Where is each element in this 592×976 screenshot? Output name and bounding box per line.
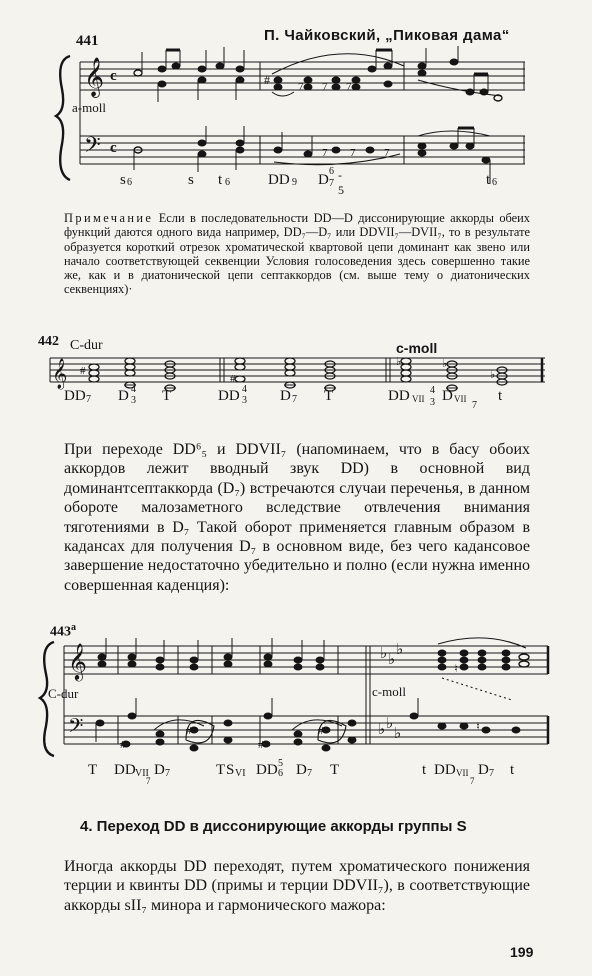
key-label-cdur-443: C-dur: [48, 686, 79, 701]
svg-text:#: #: [120, 739, 126, 751]
svg-text:#: #: [258, 739, 264, 751]
section-heading: 4. Переход DD в диссонирующие аккорды группы S: [80, 818, 467, 835]
svg-text:7: 7: [322, 81, 328, 93]
svg-text:c: c: [110, 140, 117, 156]
music-example-443a: [36, 630, 556, 760]
example-number-442: 442: [38, 334, 59, 349]
key-label-cdur-442: C-dur: [70, 338, 103, 353]
ex442-labels: DD 7 D 4 3 T DD 4 3 D 7 T DD VII 4 3 D VII 7 t: [64, 384, 503, 411]
svg-text:♭: ♭: [388, 652, 396, 668]
note-paragraph: Примечание Если в последовательности DD—D диссонирующие аккорды обеих функций даются одного вида например, DD₇—D₇ или DDVII₇—DVII₇, то в результате образуется короткий отрезок хроматической квартовой цепи доминант как звено или начало соответствующей секвенции Условия голосоведения здесь совершенно такие же, как и в диатонической цепи септаккордов (см. выше тему о диатонических секвенциях)·: [64, 211, 530, 297]
svg-text:7: 7: [384, 147, 390, 159]
svg-text:#: #: [264, 73, 270, 87]
example-number-441: 441: [76, 33, 99, 49]
svg-text:#: #: [318, 725, 324, 737]
svg-text:♭: ♭: [442, 358, 448, 370]
treble-clef-icon-443: 𝄞: [68, 643, 87, 679]
paragraph-dd-transition: Иногда аккорды DD переходят, путем хроматического понижения терции и квинты DD (примы и терции DDVII₇), в соответствующие аккорды sII₇ минора и гармонического мажора:: [64, 858, 530, 914]
key-label-cmoll-442: c-moll: [396, 340, 438, 356]
svg-text:♭: ♭: [386, 716, 394, 732]
treble-clef-icon-442: 𝄞: [52, 359, 68, 388]
svg-text:♭: ♭: [396, 356, 402, 368]
bass-clef-icon-443: 𝄢: [68, 716, 84, 742]
example-attribution: П. Чайковский, „Пиковая дама“: [264, 27, 510, 44]
treble-clef-icon: 𝄞: [84, 59, 105, 96]
svg-text:♭: ♭: [490, 369, 496, 381]
svg-text:#: #: [230, 373, 236, 385]
svg-text:#: #: [186, 725, 192, 737]
key-label-amoll: a-moll: [72, 100, 106, 115]
svg-text:♭: ♭: [380, 646, 388, 662]
svg-text:7: 7: [322, 147, 328, 159]
svg-text:♮: ♮: [476, 721, 480, 733]
bass-clef-icon: 𝄢: [84, 133, 101, 162]
svg-text:#: #: [80, 365, 86, 377]
svg-text:7: 7: [346, 81, 352, 93]
svg-text:c: c: [110, 68, 117, 84]
svg-text:♭: ♭: [394, 726, 402, 742]
example-number-443: $443^а$: [50, 622, 76, 640]
svg-text:♮: ♮: [454, 663, 458, 675]
svg-text:♭: ♭: [396, 642, 404, 658]
svg-text:7: 7: [350, 147, 356, 159]
page-number: 199: [510, 944, 534, 960]
svg-text:7: 7: [298, 81, 304, 93]
svg-text:♭: ♭: [378, 722, 386, 738]
key-label-cmoll-443: c-moll: [372, 684, 406, 699]
paragraph-transition: При переходе DD⁶₅ и DDVII₇ (напоминаем, что в басу обоих аккордов лежит вводный звук DD) в основной вид доминантсептаккорда (D₇) встречаются случаи переченья, в данном обороте малозаметного вследствие отвлечения внимания тяготениями в D₇ Такой оборот применяется главным образом в кадансах для получения D₇ в основном виде, без чего кадансовое завершение недостаточно убедительно и полно (если нужна именно совершенная каденция):: [64, 441, 530, 594]
ex443-labels: T DD VII 7 D 7 T S VI DD 6 5 D 7 T t DD VII 7 D 7 t: [88, 758, 515, 786]
